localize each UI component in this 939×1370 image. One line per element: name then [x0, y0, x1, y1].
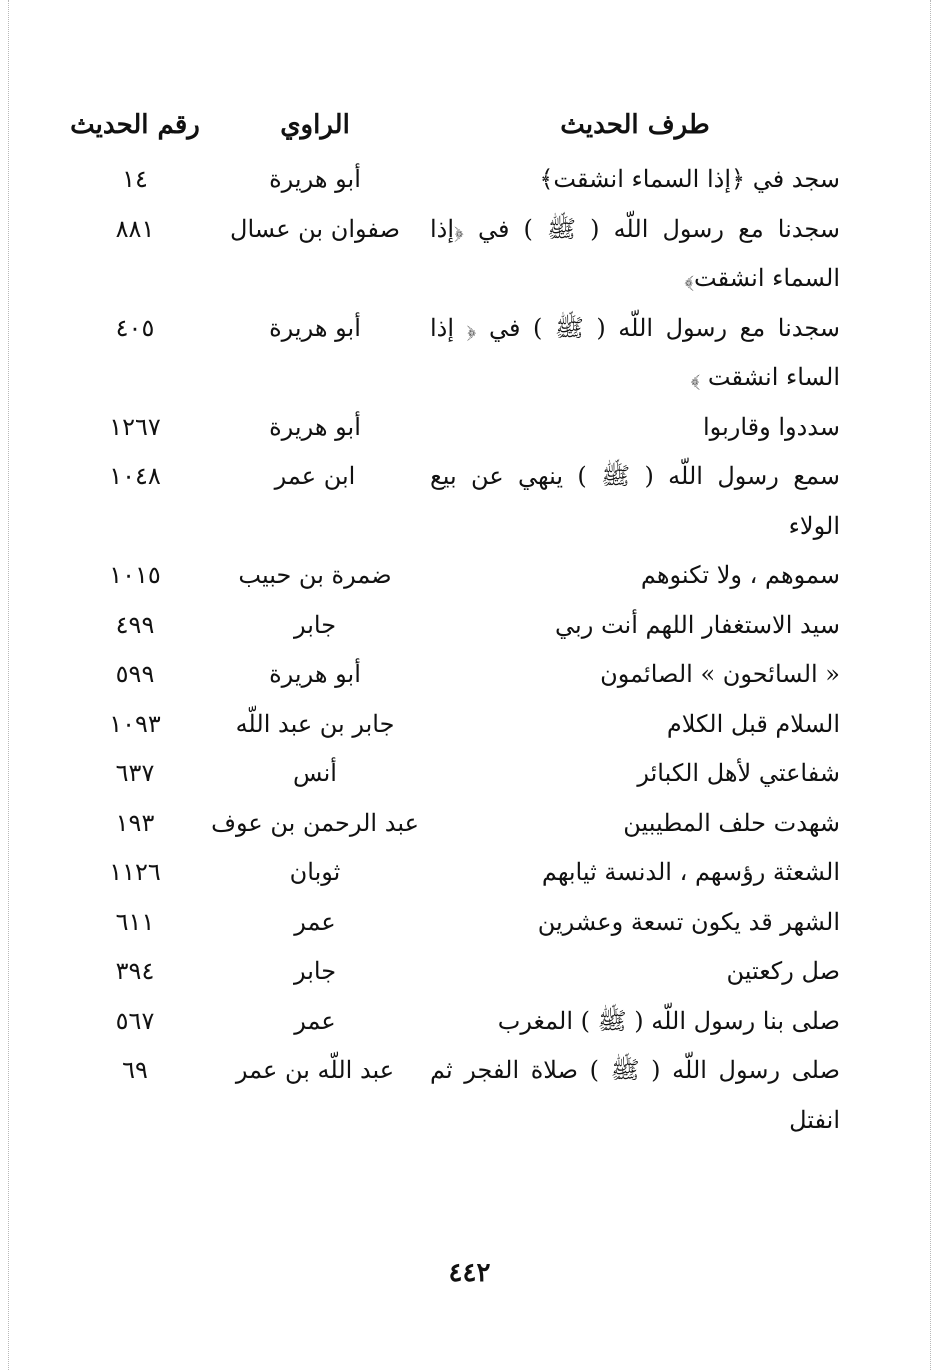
row-phrase: شهدت حلف المطيبين [623, 808, 840, 837]
table-row [70, 700, 840, 750]
row-number: ٤٠٥ [115, 313, 155, 342]
table-row [70, 898, 840, 948]
table-row [70, 799, 840, 849]
table-row [70, 1046, 840, 1145]
row-narrator: صفوان بن عسال [230, 214, 400, 243]
table-body [70, 155, 840, 1145]
table-header [70, 95, 840, 155]
header-phrase: طرف الحديث [560, 110, 710, 140]
row-phrase: الشعثة رؤسهم ، الدنسة ثيابهم [541, 858, 840, 886]
row-narrator: أبو هريرة [269, 412, 361, 441]
row-narrator: جابر بن عبد اللّه [235, 709, 395, 738]
row-number: ١٠٤٨ [109, 462, 161, 490]
table-row [70, 749, 840, 799]
row-phrase: « السائحون » الصائمون [600, 660, 840, 688]
row-phrase: شفاعتي لأهل الكبائر [637, 759, 840, 787]
table-row [70, 403, 840, 453]
row-narrator: ابن عمر [274, 462, 356, 490]
row-number: ١٠١٥ [109, 561, 161, 589]
row-narrator: جابر [293, 610, 337, 639]
table-row [70, 650, 840, 700]
table-row [70, 551, 840, 601]
table-row [70, 155, 840, 205]
row-number: ٥٦٧ [115, 1006, 155, 1035]
row-number: ١٤ [122, 165, 148, 193]
row-phrase: السلام قبل الكلام [666, 709, 840, 738]
row-phrase: سجدنا مع رسول اللّه ( ﷺ ) في ﴿ إذا الساء انشقت ﴾ [430, 313, 840, 391]
header-number: رقم الحديث [70, 110, 200, 140]
row-phrase: سمع رسول اللّه ( ﷺ ) ينهي عن بيع الولاء [430, 462, 840, 540]
row-phrase: سجدنا مع رسول اللّه ( ﷺ ) في ﴿إذا السماء انشقت﴾ [430, 214, 840, 292]
row-number: ٦٣٧ [115, 759, 155, 787]
header-narrator: الراوي [280, 110, 350, 140]
row-phrase: سموهم ، ولا تكنوهم [640, 561, 840, 589]
row-phrase: صلى بنا رسول اللّه ( ﷺ ) المغرب [497, 1006, 840, 1035]
row-phrase: صل ركعتين [726, 957, 840, 985]
row-number: ١١٢٦ [109, 858, 161, 886]
row-number: ١٠٩٣ [109, 709, 161, 738]
row-number: ٥٩٩ [115, 660, 155, 688]
row-narrator: أنس [293, 759, 337, 787]
row-narrator: عمر [294, 907, 336, 936]
row-narrator: أبو هريرة [269, 165, 361, 193]
table-row [70, 601, 840, 651]
row-number: ٦٩ [122, 1056, 148, 1084]
table-row [70, 848, 840, 898]
table-row [70, 304, 840, 403]
row-number: ٨٨١ [115, 214, 155, 243]
row-narrator: ضمرة بن حبيب [238, 561, 392, 589]
row-narrator: عبد اللّه بن عمر [235, 1056, 395, 1084]
row-phrase: الشهر قد يكون تسعة وعشرين [537, 907, 840, 936]
row-number: ٣٩٤ [115, 957, 155, 985]
row-phrase: سجد في ﴿إذا السماء انشقت﴾ [539, 165, 840, 193]
row-narrator: ثوبان [289, 858, 341, 886]
row-number: ١٩٣ [115, 808, 155, 837]
row-phrase: صلى رسول اللّه ( ﷺ ) صلاة الفجر ثم انفتل [430, 1056, 840, 1134]
row-phrase: سيد الاستغفار اللهم أنت ربي [555, 610, 840, 639]
row-number: ٦١١ [115, 907, 155, 936]
left-margin-line [8, 0, 9, 1370]
row-narrator: أبو هريرة [269, 660, 361, 688]
right-margin-line [930, 0, 931, 1370]
table-row [70, 452, 840, 551]
row-number: ٤٩٩ [115, 610, 155, 639]
row-narrator: عمر [294, 1006, 336, 1035]
table-row [70, 997, 840, 1047]
table-row [70, 947, 840, 997]
row-phrase: سددوا وقاربوا [703, 412, 840, 441]
page-number: ٤٤٢ [448, 1258, 491, 1288]
row-narrator: عبد الرحمن بن عوف [211, 808, 419, 837]
row-narrator: جابر [293, 957, 337, 985]
row-number: ١٢٦٧ [109, 412, 161, 441]
hadith-index-table [70, 95, 840, 1145]
table-row [70, 205, 840, 304]
row-narrator: أبو هريرة [269, 313, 361, 342]
